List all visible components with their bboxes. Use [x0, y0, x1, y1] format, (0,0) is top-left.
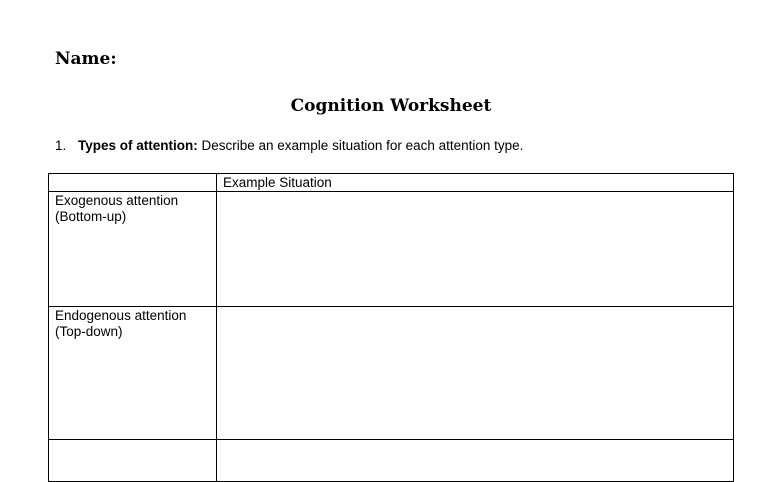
table-header-row	[49, 174, 734, 192]
attention-types-table	[48, 173, 734, 482]
attention-type-subtitle: (Top-down)	[55, 324, 123, 339]
example-situation-cell[interactable]	[217, 440, 734, 482]
example-situation-cell[interactable]	[217, 307, 734, 440]
header-cell-example-situation: Example Situation	[217, 174, 734, 192]
attention-type-name: Endogenous attention	[55, 308, 187, 323]
table-row	[49, 307, 734, 440]
attention-type-cell	[49, 307, 217, 440]
question-1	[55, 137, 523, 154]
attention-type-cell	[49, 440, 217, 482]
question-instructions: Describe an example situation for each attention type.	[197, 138, 524, 153]
header-cell-type	[49, 174, 217, 192]
page-title: Cognition Worksheet	[290, 96, 492, 116]
question-heading: Types of attention:	[78, 138, 198, 153]
name-label: Name:	[55, 49, 117, 69]
attention-type-name: Exogenous attention	[55, 193, 179, 208]
table-row	[49, 192, 734, 307]
table-row	[49, 440, 734, 482]
attention-type-subtitle: (Bottom-up)	[55, 209, 127, 224]
example-situation-cell[interactable]	[217, 192, 734, 307]
attention-type-cell	[49, 192, 217, 307]
question-number: 1.	[55, 138, 67, 153]
